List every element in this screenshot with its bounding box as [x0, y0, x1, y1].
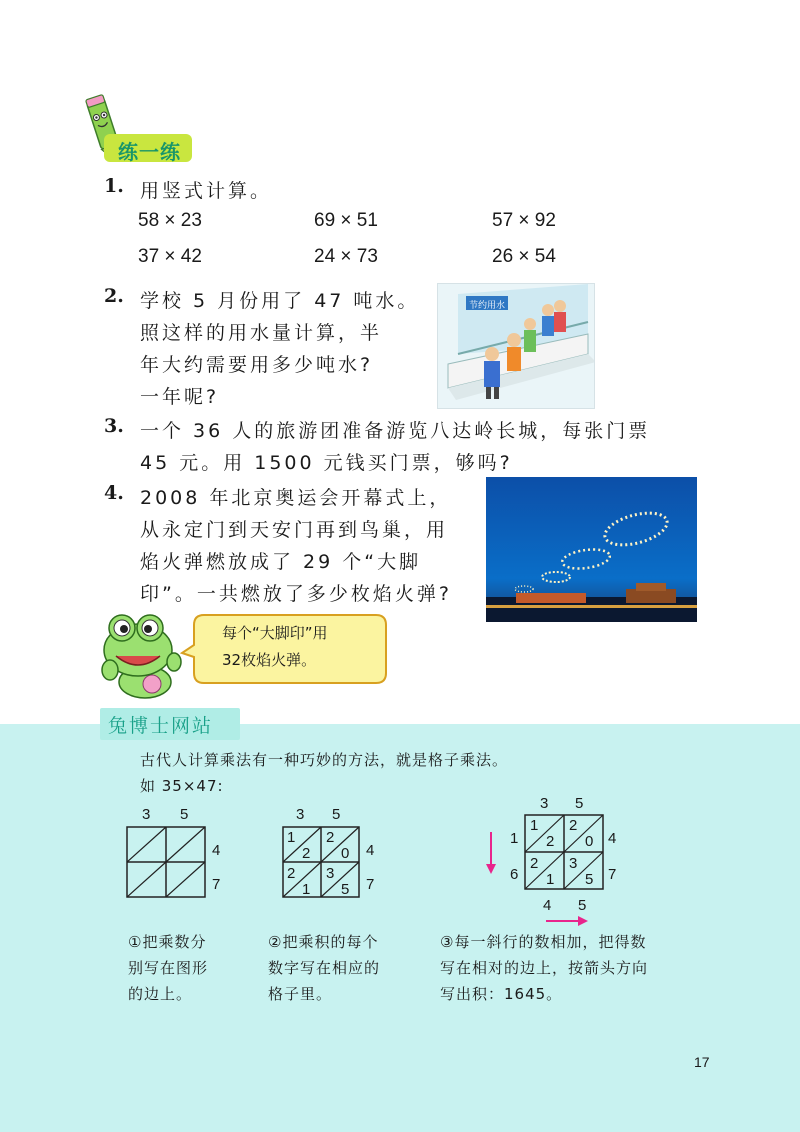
lattice-grid-empty	[126, 826, 206, 898]
grid-right-digit: 4	[212, 842, 221, 859]
right-arrow-icon	[544, 914, 590, 928]
expression: 26 × 54	[492, 246, 556, 267]
grid-top-digit: 5	[575, 795, 584, 812]
question-text: 印”。一共燃放了多少枚焰火弹?	[140, 583, 452, 605]
grid-cell-digit: 2	[302, 845, 311, 862]
grid-top-digit: 5	[332, 806, 341, 823]
grid-cell-digit: 1	[302, 881, 311, 898]
grid-bottom-digit: 4	[543, 897, 552, 914]
step-caption: ①把乘数分	[128, 933, 207, 951]
site-intro: 古代人计算乘法有一种巧妙的方法，就是格子乘法。	[140, 751, 509, 769]
grid-bottom-digit: 5	[578, 897, 587, 914]
question-number: 1.	[104, 175, 124, 197]
grid-right-digit: 7	[366, 876, 375, 893]
frog-mascot-icon	[90, 600, 190, 700]
step-caption: ②把乘积的每个	[268, 933, 379, 951]
site-example: 如 35×47:	[140, 777, 224, 795]
question-text: 一个 36 人的旅游团准备游览八达岭长城，每张门票	[140, 420, 651, 442]
expression: 57 × 92	[492, 210, 556, 231]
question-text: 2008 年北京奥运会开幕式上，	[140, 487, 452, 509]
grid-cell-digit: 1	[287, 829, 296, 846]
grid-top-digit: 5	[180, 806, 189, 823]
expression: 37 × 42	[138, 246, 202, 267]
grid-right-digit: 7	[608, 866, 617, 883]
question-text: 从永定门到天安门再到鸟巢，用	[140, 519, 449, 541]
step-caption: 格子里。	[268, 985, 333, 1003]
grid-cell-digit: 1	[546, 871, 555, 888]
grid-right-digit: 4	[608, 830, 617, 847]
step-caption: ③每一斜行的数相加，把得数	[440, 933, 647, 951]
question-text: 45 元。用 1500 元钱买门票，够吗?	[140, 452, 513, 474]
grid-top-digit: 3	[540, 795, 549, 812]
grid-cell-digit: 3	[326, 865, 335, 882]
grid-left-digit: 6	[510, 866, 519, 883]
grid-cell-digit: 0	[341, 845, 350, 862]
site-title: 兔博士网站	[108, 715, 214, 737]
question-text: 焰火弹燃放成了 29 个“大脚	[140, 551, 422, 573]
grid-left-digit: 1	[510, 830, 519, 847]
grid-cell-digit: 2	[546, 833, 555, 850]
grid-cell-digit: 5	[341, 881, 350, 898]
grid-top-digit: 3	[296, 806, 305, 823]
water-sign-label: 节约用水	[469, 301, 506, 311]
grid-right-digit: 4	[366, 842, 375, 859]
water-saving-illustration	[437, 283, 595, 409]
hint-text: 每个“大脚印”用	[222, 624, 328, 642]
grid-cell-digit: 3	[569, 855, 578, 872]
expression: 58 × 23	[138, 210, 202, 231]
question-text: 照这样的用水量计算，半	[140, 322, 383, 344]
expression: 24 × 73	[314, 246, 378, 267]
down-arrow-icon	[484, 830, 498, 876]
grid-cell-digit: 5	[585, 871, 594, 888]
grid-cell-digit: 2	[569, 817, 578, 834]
step-caption: 数字写在相应的	[268, 959, 381, 977]
fireworks-photo	[486, 477, 697, 622]
question-number: 2.	[104, 285, 124, 307]
question-number: 4.	[104, 482, 124, 504]
expression: 69 × 51	[314, 210, 378, 231]
grid-top-digit: 3	[142, 806, 151, 823]
step-caption: 别写在图形	[128, 959, 209, 977]
question-text: 用竖式计算。	[140, 180, 273, 202]
site-panel	[0, 724, 800, 1132]
page-number: 17	[694, 1054, 710, 1070]
hint-text: 32枚焰火弹。	[222, 651, 317, 669]
grid-right-digit: 7	[212, 876, 221, 893]
section-heading: 练一练	[118, 140, 181, 164]
question-text: 学校 5 月份用了 47 吨水。	[140, 290, 420, 312]
grid-cell-digit: 1	[530, 817, 539, 834]
grid-cell-digit: 2	[530, 855, 539, 872]
grid-cell-digit: 2	[287, 865, 296, 882]
grid-cell-digit: 0	[585, 833, 594, 850]
grid-cell-digit: 2	[326, 829, 335, 846]
step-caption: 写在相对的边上，按箭头方向	[440, 959, 649, 977]
question-text: 年大约需要用多少吨水?	[140, 354, 374, 376]
question-number: 3.	[104, 415, 124, 437]
step-caption: 的边上。	[128, 985, 193, 1003]
question-text: 一年呢?	[140, 386, 220, 408]
step-caption: 写出积：1645。	[440, 985, 563, 1003]
